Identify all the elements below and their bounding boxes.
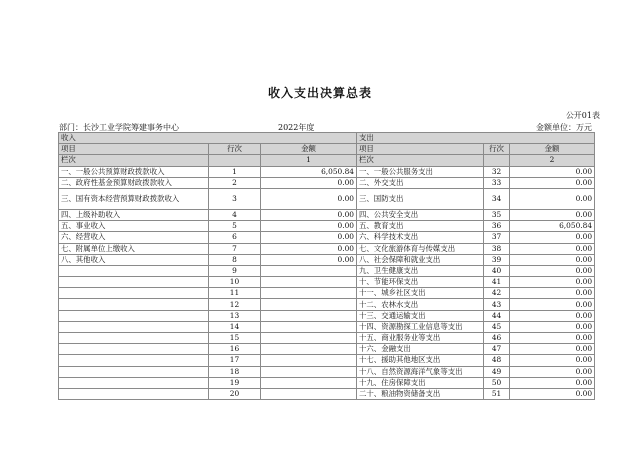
expense-item-cell: 一、一般公共服务支出 — [357, 166, 484, 177]
expense-item-cell: 七、文化旅游体育与传媒支出 — [357, 243, 484, 254]
income-rowno-cell: 15 — [209, 333, 261, 344]
income-amount-cell: 6,050.84 — [261, 166, 357, 177]
table-row — [59, 177, 595, 188]
expense-rowno-cell: 45 — [484, 321, 510, 332]
expense-rowno-cell: 42 — [484, 288, 510, 299]
expense-rowno-cell: 41 — [484, 277, 510, 288]
expense-rowno-cell: 48 — [484, 355, 510, 366]
income-rowno-cell: 10 — [209, 277, 261, 288]
expense-item-cell: 十三、交通运输支出 — [357, 310, 484, 321]
expense-rowno-cell: 38 — [484, 243, 510, 254]
expense-rowno-cell: 39 — [484, 254, 510, 265]
expense-item-cell: 六、科学技术支出 — [357, 232, 484, 243]
table-row — [59, 209, 595, 220]
expense-rowno-cell: 40 — [484, 265, 510, 276]
expense-item-cell: 四、公共安全支出 — [357, 209, 484, 220]
income-rowno-cell: 8 — [209, 254, 261, 265]
expense-amount-header: 金额 — [510, 144, 595, 155]
income-rowno-cell: 4 — [209, 209, 261, 220]
expense-item-cell: 十六、金融支出 — [357, 344, 484, 355]
report-meta — [58, 122, 594, 132]
income-expense-table — [58, 132, 595, 400]
expense-item-cell: 二、外交支出 — [357, 177, 484, 188]
table-row — [59, 232, 595, 243]
expense-rowno-cell: 44 — [484, 310, 510, 321]
income-rowno-cell: 14 — [209, 321, 261, 332]
income-col-blank — [209, 155, 261, 166]
expense-amount-cell: 0.00 — [510, 277, 595, 288]
income-rowno-cell: 19 — [209, 377, 261, 388]
income-amount-cell — [261, 277, 357, 288]
income-amount-cell: 0.00 — [261, 209, 357, 220]
income-col-number: 1 — [261, 155, 357, 166]
income-item-cell: 一、一般公共预算财政拨款收入 — [59, 166, 209, 177]
expense-rowno-cell: 34 — [484, 188, 510, 209]
expense-rowno-cell: 33 — [484, 177, 510, 188]
income-amount-cell — [261, 310, 357, 321]
column-header-row — [59, 144, 595, 155]
income-rowno-cell: 3 — [209, 188, 261, 209]
income-amount-cell — [261, 288, 357, 299]
expense-amount-cell: 0.00 — [510, 377, 595, 388]
expense-rowno-cell: 32 — [484, 166, 510, 177]
expense-col-number: 2 — [510, 155, 595, 166]
table-row — [59, 277, 595, 288]
expense-rowno-cell: 49 — [484, 366, 510, 377]
form-code: 公开01表 — [565, 111, 600, 120]
income-col-label: 栏次 — [59, 155, 209, 166]
table-row — [59, 221, 595, 232]
expense-item-header: 项目 — [357, 144, 484, 155]
expense-amount-cell: 0.00 — [510, 254, 595, 265]
expense-amount-cell: 0.00 — [510, 209, 595, 220]
expense-col-blank — [484, 155, 510, 166]
income-rowno-cell: 5 — [209, 221, 261, 232]
income-rowno-cell: 9 — [209, 265, 261, 276]
expense-amount-cell: 0.00 — [510, 177, 595, 188]
expense-rowno-cell: 47 — [484, 344, 510, 355]
expense-amount-cell: 0.00 — [510, 388, 595, 399]
income-amount-cell — [261, 366, 357, 377]
expense-rowno-cell: 37 — [484, 232, 510, 243]
income-rowno-cell: 11 — [209, 288, 261, 299]
income-amount-cell — [261, 344, 357, 355]
income-item-cell — [59, 310, 209, 321]
income-rowno-header: 行次 — [209, 144, 261, 155]
income-amount-cell — [261, 299, 357, 310]
expense-item-cell: 十一、城乡社区支出 — [357, 288, 484, 299]
table-row — [59, 333, 595, 344]
expense-rowno-cell: 51 — [484, 388, 510, 399]
expense-amount-cell: 0.00 — [510, 166, 595, 177]
income-item-cell — [59, 377, 209, 388]
income-rowno-cell: 20 — [209, 388, 261, 399]
income-item-cell — [59, 366, 209, 377]
column-label-row — [59, 155, 595, 166]
expense-item-cell: 十四、资源勘探工业信息等支出 — [357, 321, 484, 332]
expense-amount-cell: 0.00 — [510, 243, 595, 254]
income-amount-cell — [261, 388, 357, 399]
income-amount-cell — [261, 377, 357, 388]
table-row — [59, 299, 595, 310]
table-row — [59, 265, 595, 276]
expense-item-cell: 十八、自然资源海洋气象等支出 — [357, 366, 484, 377]
expense-amount-cell: 0.00 — [510, 355, 595, 366]
expense-rowno-cell: 43 — [484, 299, 510, 310]
table-row — [59, 366, 595, 377]
expense-rowno-cell: 46 — [484, 333, 510, 344]
income-rowno-cell: 13 — [209, 310, 261, 321]
expense-item-cell: 三、国防支出 — [357, 188, 484, 209]
expense-amount-cell: 0.00 — [510, 344, 595, 355]
expense-amount-cell: 0.00 — [510, 321, 595, 332]
income-amount-header: 金额 — [261, 144, 357, 155]
income-header: 收入 — [59, 133, 357, 144]
expense-amount-cell: 0.00 — [510, 188, 595, 209]
income-rowno-cell: 1 — [209, 166, 261, 177]
expense-rowno-cell: 50 — [484, 377, 510, 388]
income-item-cell: 七、附属单位上缴收入 — [59, 243, 209, 254]
expense-item-cell: 十、节能环保支出 — [357, 277, 484, 288]
expense-item-cell: 五、教育支出 — [357, 221, 484, 232]
income-amount-cell — [261, 321, 357, 332]
income-item-cell — [59, 321, 209, 332]
expense-rowno-header: 行次 — [484, 144, 510, 155]
unit-label: 金额单位：万元 — [536, 123, 592, 132]
income-amount-cell: 0.00 — [261, 254, 357, 265]
income-rowno-cell: 6 — [209, 232, 261, 243]
income-amount-cell — [261, 333, 357, 344]
table-row — [59, 388, 595, 399]
income-item-cell — [59, 277, 209, 288]
income-amount-cell: 0.00 — [261, 221, 357, 232]
expense-amount-cell: 0.00 — [510, 288, 595, 299]
income-rowno-cell: 16 — [209, 344, 261, 355]
income-rowno-cell: 17 — [209, 355, 261, 366]
table-row — [59, 288, 595, 299]
table-row — [59, 355, 595, 366]
table-row — [59, 243, 595, 254]
table-row — [59, 344, 595, 355]
income-item-cell — [59, 265, 209, 276]
income-rowno-cell: 12 — [209, 299, 261, 310]
income-item-cell — [59, 355, 209, 366]
income-rowno-cell: 2 — [209, 177, 261, 188]
expense-rowno-cell: 35 — [484, 209, 510, 220]
year-label: 2022年度 — [278, 123, 315, 132]
income-amount-cell — [261, 265, 357, 276]
income-item-cell — [59, 288, 209, 299]
expense-amount-cell: 0.00 — [510, 366, 595, 377]
income-item-cell — [59, 388, 209, 399]
expense-amount-cell: 0.00 — [510, 310, 595, 321]
report-title: 收入支出决算总表 — [267, 86, 372, 100]
expense-amount-cell: 0.00 — [510, 333, 595, 344]
income-rowno-cell: 7 — [209, 243, 261, 254]
income-item-header: 项目 — [59, 144, 209, 155]
income-amount-cell: 0.00 — [261, 243, 357, 254]
table-row — [59, 377, 595, 388]
expense-item-cell: 十五、商业服务业等支出 — [357, 333, 484, 344]
expense-col-label: 栏次 — [357, 155, 484, 166]
expense-amount-cell: 6,050.84 — [510, 221, 595, 232]
department-label: 部门：长沙工业学院筹建事务中心 — [59, 123, 179, 132]
table-row — [59, 188, 595, 209]
income-item-cell — [59, 344, 209, 355]
income-item-cell — [59, 299, 209, 310]
income-amount-cell: 0.00 — [261, 188, 357, 209]
income-item-cell: 三、国有资本经营预算财政拨款收入 — [59, 188, 209, 209]
income-amount-cell: 0.00 — [261, 177, 357, 188]
income-item-cell — [59, 333, 209, 344]
expense-amount-cell: 0.00 — [510, 299, 595, 310]
expense-item-cell: 九、卫生健康支出 — [357, 265, 484, 276]
expense-item-cell: 十二、农林水支出 — [357, 299, 484, 310]
expense-header: 支出 — [357, 133, 595, 144]
expense-item-cell: 八、社会保障和就业支出 — [357, 254, 484, 265]
expense-amount-cell: 0.00 — [510, 232, 595, 243]
expense-rowno-cell: 36 — [484, 221, 510, 232]
expense-item-cell: 二十、粮油物资储备支出 — [357, 388, 484, 399]
section-header-row — [59, 133, 595, 144]
expense-item-cell: 十九、住房保障支出 — [357, 377, 484, 388]
income-rowno-cell: 18 — [209, 366, 261, 377]
table-row — [59, 321, 595, 332]
income-item-cell: 六、经营收入 — [59, 232, 209, 243]
income-item-cell: 二、政府性基金预算财政拨款收入 — [59, 177, 209, 188]
income-item-cell: 五、事业收入 — [59, 221, 209, 232]
expense-item-cell: 十七、援助其他地区支出 — [357, 355, 484, 366]
income-item-cell: 四、上级补助收入 — [59, 209, 209, 220]
table-row — [59, 166, 595, 177]
income-amount-cell: 0.00 — [261, 232, 357, 243]
income-item-cell: 八、其他收入 — [59, 254, 209, 265]
income-amount-cell — [261, 355, 357, 366]
table-row — [59, 254, 595, 265]
expense-amount-cell: 0.00 — [510, 265, 595, 276]
table-row — [59, 310, 595, 321]
